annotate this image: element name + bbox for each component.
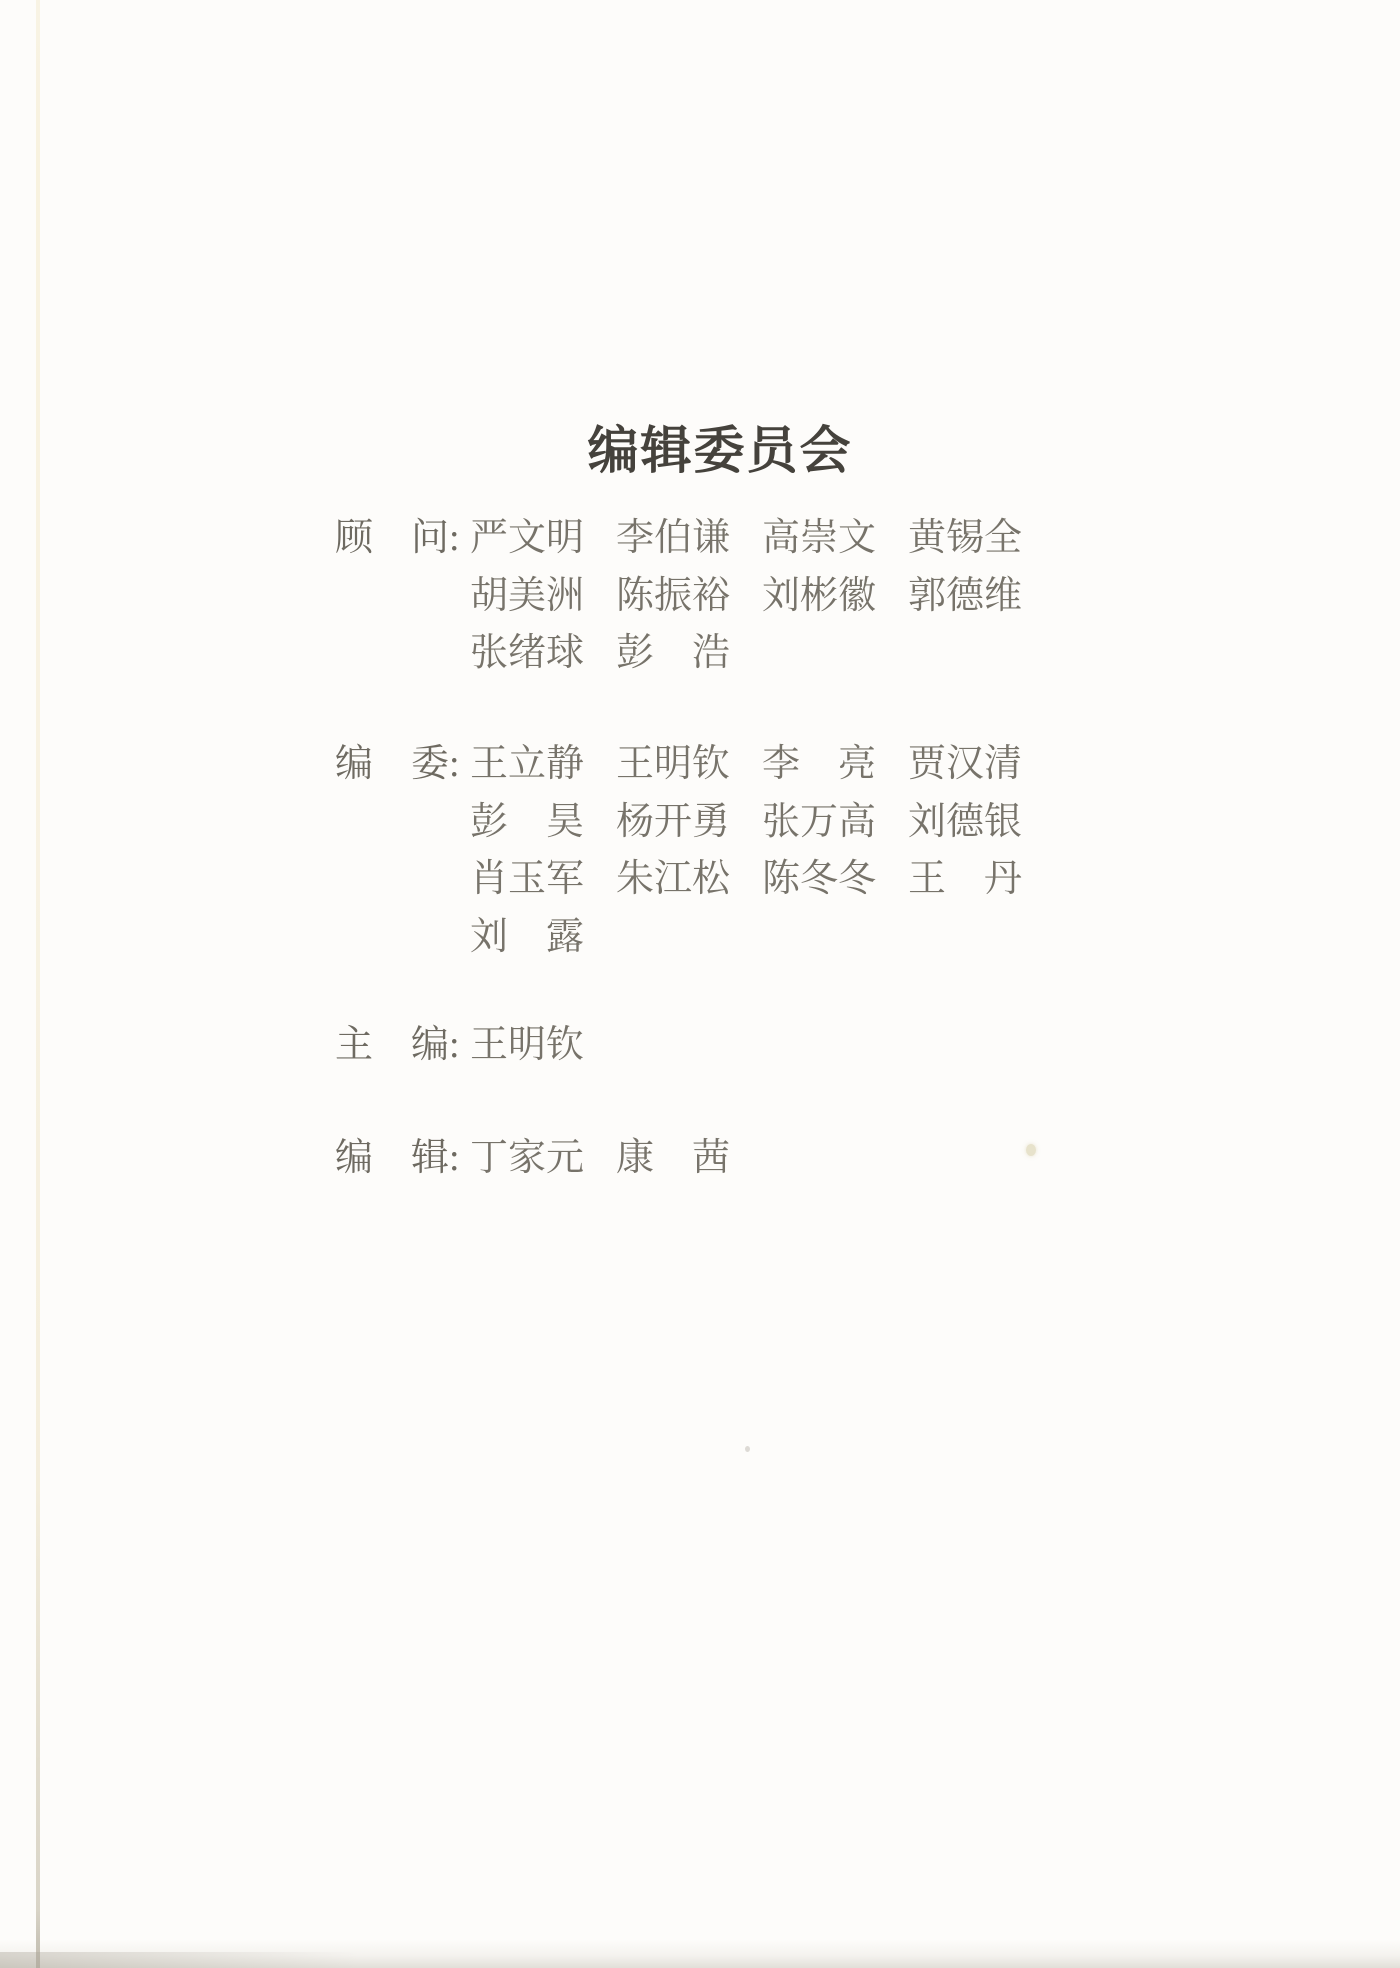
member-name: 朱江松	[616, 858, 731, 900]
chief-editor-section	[335, 1017, 1335, 1075]
advisors-row-3	[335, 625, 1335, 683]
paper-speck	[745, 1446, 750, 1452]
member-name: 郭德维	[908, 574, 1023, 617]
member-name: 陈冬冬	[762, 858, 877, 900]
advisors-row-2	[335, 568, 1335, 626]
editorial-board-row-3	[335, 851, 1335, 909]
chief-editor-row	[335, 1017, 1335, 1075]
member-name: 康 茜	[616, 1137, 731, 1179]
member-name: 贾汉清	[908, 743, 1023, 785]
member-name: 李伯谦	[616, 517, 731, 559]
advisors-row-1	[335, 510, 1335, 568]
member-name: 刘德银	[908, 800, 1023, 843]
member-name: 陈振裕	[616, 574, 731, 617]
editors-row	[335, 1130, 1335, 1188]
member-name: 张万高	[762, 800, 877, 843]
page-crease-line	[36, 0, 40, 1968]
member-name: 丁家元	[470, 1137, 585, 1179]
page-title: 编辑委员会	[587, 424, 853, 481]
editorial-board-row-1	[335, 736, 1335, 794]
member-name: 高崇文	[762, 517, 877, 559]
advisors-role-label: 顾 问:	[335, 517, 460, 559]
member-name: 刘彬徽	[762, 574, 877, 617]
member-name: 肖玉军	[470, 858, 585, 900]
advisors-section	[335, 510, 1335, 683]
member-name: 张绪球	[470, 632, 585, 674]
member-name: 王立静	[470, 743, 585, 785]
member-name: 王明钦	[616, 743, 731, 785]
member-name: 杨开勇	[616, 800, 731, 843]
member-name: 彭 浩	[616, 632, 731, 674]
editorial-board-row-4	[335, 909, 1335, 967]
editorial-board-role-label: 编 委:	[335, 743, 460, 785]
paper-speck	[1026, 1144, 1036, 1156]
member-name: 王 丹	[908, 858, 1023, 900]
member-name: 彭 昊	[470, 800, 585, 843]
member-name: 胡美洲	[470, 574, 585, 617]
member-name: 王明钦	[470, 1024, 585, 1066]
editors-role-label: 编 辑:	[335, 1137, 460, 1179]
editorial-board-section	[335, 736, 1335, 966]
member-name: 刘 露	[470, 915, 585, 958]
member-name: 李 亮	[762, 743, 877, 785]
member-name: 黄锡全	[908, 517, 1023, 559]
editors-section	[335, 1130, 1335, 1188]
editorial-board-row-2	[335, 794, 1335, 852]
page-bottom-left-shadow	[0, 1952, 360, 1968]
member-name: 严文明	[470, 517, 585, 559]
chief-editor-role-label: 主 编:	[335, 1024, 460, 1066]
